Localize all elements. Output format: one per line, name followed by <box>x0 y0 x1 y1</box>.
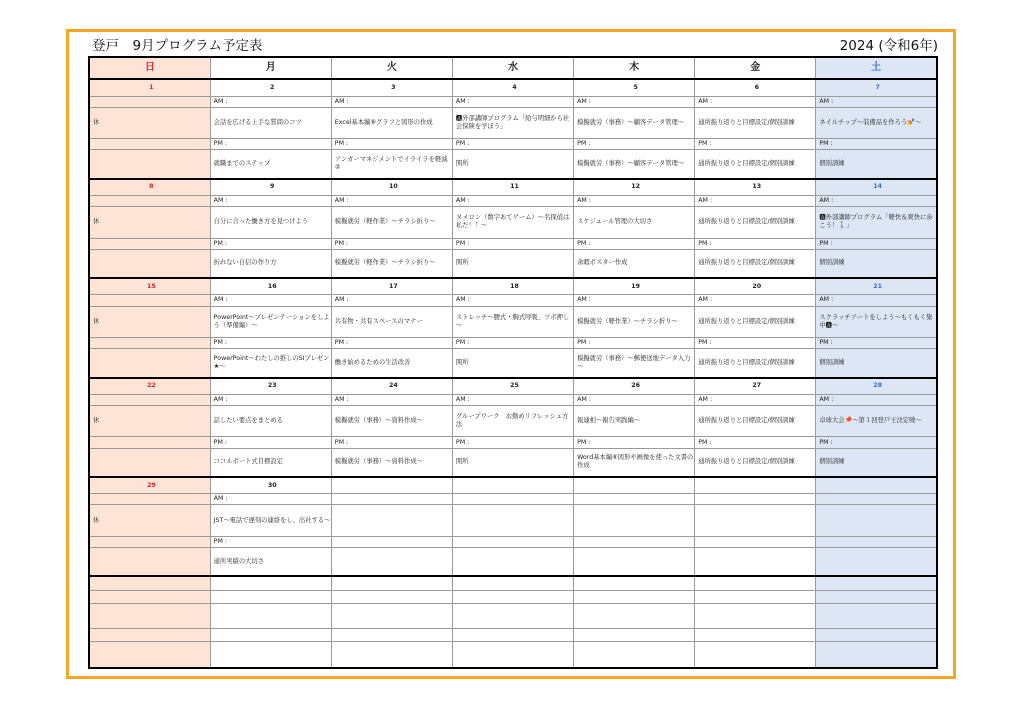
am-program: 卓球大会🏓～第１回登戸王決定戦～ <box>816 405 937 436</box>
empty-cell <box>695 629 816 642</box>
am-label: AM : <box>574 394 695 405</box>
am-label <box>574 494 695 505</box>
date-cell: 9 <box>210 179 331 196</box>
am-program: 自分に合った働き方を見つけよう <box>210 207 331 238</box>
am-program: 模擬就労（軽作業）～チラシ折り～ <box>331 207 452 238</box>
date-cell: 14 <box>816 179 937 196</box>
am-label: AM : <box>695 295 816 306</box>
am-label <box>89 195 210 206</box>
empty-cell <box>695 603 816 628</box>
pm-label <box>452 536 573 547</box>
pm-label <box>816 536 937 547</box>
closed-label: 休 <box>89 405 210 436</box>
am-label: AM : <box>816 96 937 107</box>
pm-label <box>89 338 210 349</box>
date-cell: 3 <box>331 79 452 96</box>
am-label <box>89 96 210 107</box>
pm-program: 開所 <box>452 249 573 278</box>
year-label: 2024 (令和6年) <box>839 38 938 54</box>
empty-cell <box>331 576 452 590</box>
am-label: AM : <box>695 394 816 405</box>
pm-label <box>89 536 210 547</box>
closed-label: 休 <box>89 306 210 337</box>
empty-cell <box>695 576 816 590</box>
am-label: AM : <box>210 96 331 107</box>
date-cell: 4 <box>452 79 573 96</box>
empty-row <box>89 642 937 668</box>
pm-program: Word基本編⑥図形や画像を使った文書の作成 <box>574 448 695 477</box>
closed-label: 休 <box>89 107 210 138</box>
empty-cell <box>210 603 331 628</box>
am-label: AM : <box>574 295 695 306</box>
pm-label: PM : <box>695 338 816 349</box>
am-label-row <box>89 96 937 107</box>
am-program: 模擬就労（事務）～資料作成～ <box>331 405 452 436</box>
pm-program: 個別訓練 <box>816 349 937 378</box>
am-label <box>89 494 210 505</box>
weekday-header: 火 <box>331 57 452 79</box>
am-program <box>574 505 695 536</box>
date-cell <box>695 477 816 494</box>
pm-label: PM : <box>210 338 331 349</box>
empty-cell <box>574 629 695 642</box>
am-program <box>331 505 452 536</box>
pm-program: 模擬就労（事務）～資料作成～ <box>331 448 452 477</box>
am-program-row <box>89 207 937 238</box>
pm-label: PM : <box>331 139 452 150</box>
empty-cell <box>89 642 210 668</box>
am-label: AM : <box>695 195 816 206</box>
am-label <box>331 494 452 505</box>
date-cell: 8 <box>89 179 210 196</box>
date-cell: 6 <box>695 79 816 96</box>
am-program: 通所振り返りと目標設定/個別訓練 <box>695 207 816 238</box>
am-label: AM : <box>695 96 816 107</box>
empty-cell <box>452 590 573 603</box>
date-cell: 11 <box>452 179 573 196</box>
empty-row <box>89 590 937 603</box>
empty-cell <box>89 629 210 642</box>
pm-program <box>89 150 210 179</box>
am-program: グループワーク お勤めリフレッシュ方法 <box>452 405 573 436</box>
pm-program: 通所実績の大切さ <box>210 548 331 577</box>
pm-program <box>695 548 816 577</box>
am-program: 🅰外部講師プログラム「軽快＆爽快に歩こう！🚶」 <box>816 207 937 238</box>
empty-cell <box>695 642 816 668</box>
pm-program: 個別訓練 <box>816 448 937 477</box>
am-program: 模擬就労（事務）～顧客データ管理～ <box>574 107 695 138</box>
empty-cell <box>816 603 937 628</box>
date-cell: 25 <box>452 378 573 395</box>
date-cell <box>816 477 937 494</box>
date-cell: 26 <box>574 378 695 395</box>
am-program-row <box>89 505 937 536</box>
pm-label-row <box>89 338 937 349</box>
pm-program <box>452 548 573 577</box>
am-label: AM : <box>816 394 937 405</box>
pm-label: PM : <box>695 139 816 150</box>
date-cell: 2 <box>210 79 331 96</box>
pm-program: 模擬就労（事務）～顧客データ管理～ <box>574 150 695 179</box>
weekday-header-row <box>89 57 937 79</box>
empty-cell <box>574 642 695 668</box>
empty-cell <box>574 590 695 603</box>
page-title: 登戸 9月プログラム予定表 <box>92 38 263 54</box>
pm-program: 通所振り返りと目標設定/個別訓練 <box>695 150 816 179</box>
am-program: 模擬就労（軽作業）～チラシ折り～ <box>574 306 695 337</box>
am-label: AM : <box>452 96 573 107</box>
date-cell: 16 <box>210 278 331 295</box>
pm-program-row <box>89 448 937 477</box>
pm-label: PM : <box>816 238 937 249</box>
empty-cell <box>452 603 573 628</box>
date-row <box>89 79 937 96</box>
date-row <box>89 477 937 494</box>
date-cell: 5 <box>574 79 695 96</box>
pm-program: 通所振り返りと目標設定/個別訓練 <box>695 448 816 477</box>
empty-row <box>89 629 937 642</box>
pm-label: PM : <box>331 338 452 349</box>
date-cell: 18 <box>452 278 573 295</box>
am-program: 話したい要点をまとめる <box>210 405 331 436</box>
pm-label: PM : <box>452 338 573 349</box>
pm-label <box>89 437 210 448</box>
pm-program <box>89 349 210 378</box>
pm-program: 模擬就労（軽作業）～チラシ折り～ <box>331 249 452 278</box>
pm-label: PM : <box>210 139 331 150</box>
am-program-row <box>89 306 937 337</box>
empty-cell <box>816 590 937 603</box>
am-label: AM : <box>210 494 331 505</box>
closed-label: 休 <box>89 207 210 238</box>
date-cell: 15 <box>89 278 210 295</box>
pm-program: 通所振り返りと目標設定/個別訓練 <box>695 249 816 278</box>
date-cell: 24 <box>331 378 452 395</box>
date-row <box>89 179 937 196</box>
date-row <box>89 278 937 295</box>
weekday-header: 水 <box>452 57 573 79</box>
am-label: AM : <box>574 96 695 107</box>
am-program <box>816 505 937 536</box>
pm-program <box>331 548 452 577</box>
pm-program: 働き始めるための生活改善 <box>331 349 452 378</box>
empty-cell <box>210 642 331 668</box>
pm-label-row <box>89 139 937 150</box>
am-label: AM : <box>816 195 937 206</box>
am-label <box>816 494 937 505</box>
date-cell <box>574 477 695 494</box>
pm-label: PM : <box>574 338 695 349</box>
pm-label <box>89 139 210 150</box>
date-row <box>89 378 937 395</box>
am-label: AM : <box>210 394 331 405</box>
weekday-header: 金 <box>695 57 816 79</box>
pm-program <box>89 249 210 278</box>
pm-label: PM : <box>331 238 452 249</box>
pm-program: 開所 <box>452 448 573 477</box>
weekday-header: 日 <box>89 57 210 79</box>
closed-label: 休 <box>89 505 210 536</box>
pm-label: PM : <box>452 238 573 249</box>
empty-cell <box>89 576 210 590</box>
empty-cell <box>452 576 573 590</box>
empty-row <box>89 576 937 590</box>
am-label-row <box>89 295 937 306</box>
empty-cell <box>574 576 695 590</box>
date-cell: 27 <box>695 378 816 395</box>
empty-cell <box>331 590 452 603</box>
am-program: Excel基本編⑧グラフと図形の作成 <box>331 107 452 138</box>
pm-program <box>574 548 695 577</box>
pm-program-row <box>89 548 937 577</box>
pm-program: 個別訓練 <box>816 150 937 179</box>
pm-program: 開所 <box>452 150 573 179</box>
am-label <box>89 295 210 306</box>
am-program-row <box>89 107 937 138</box>
am-program: JST～電話で遅刻の連絡をし、出社する～ <box>210 505 331 536</box>
weekday-header: 月 <box>210 57 331 79</box>
am-label: AM : <box>816 295 937 306</box>
am-program: 通所振り返りと目標設定/個別訓練 <box>695 306 816 337</box>
date-cell: 30 <box>210 477 331 494</box>
date-cell: 10 <box>331 179 452 196</box>
empty-cell <box>89 590 210 603</box>
am-label <box>695 494 816 505</box>
am-label: AM : <box>210 295 331 306</box>
pm-label: PM : <box>695 437 816 448</box>
empty-row <box>89 603 937 628</box>
am-label <box>89 394 210 405</box>
pm-label <box>331 536 452 547</box>
pm-program <box>89 548 210 577</box>
date-cell: 23 <box>210 378 331 395</box>
am-label: AM : <box>331 295 452 306</box>
am-label: AM : <box>210 195 331 206</box>
pm-program-row <box>89 349 937 378</box>
empty-cell <box>210 629 331 642</box>
empty-cell <box>331 629 452 642</box>
am-program: ネイルチップ～装備品を作ろう💅～ <box>816 107 937 138</box>
pm-program: ココルポート式目標設定 <box>210 448 331 477</box>
am-program: スクラッチアートをしよう～もくもく集中🅰～ <box>816 306 937 337</box>
pm-label: PM : <box>816 338 937 349</box>
am-label: AM : <box>331 96 452 107</box>
empty-cell <box>695 590 816 603</box>
am-program: スケジュール管理の大切さ <box>574 207 695 238</box>
am-program-row <box>89 405 937 436</box>
empty-cell <box>210 590 331 603</box>
date-cell: 20 <box>695 278 816 295</box>
calendar-table <box>88 56 938 669</box>
empty-cell <box>210 576 331 590</box>
weekday-header: 土 <box>816 57 937 79</box>
am-program: ヌメロン（数字あてゲーム）～名探偵は私だ！！～ <box>452 207 573 238</box>
am-label <box>452 494 573 505</box>
empty-cell <box>331 642 452 668</box>
pm-label: PM : <box>210 536 331 547</box>
am-program: ストレッチ～腰式・胸式呼吸、ツボ押し～ <box>452 306 573 337</box>
empty-cell <box>816 576 937 590</box>
date-cell <box>331 477 452 494</box>
am-program: PowerPoint～プレゼンテーションをしよう（準備編）～ <box>210 306 331 337</box>
pm-program: 開所 <box>452 349 573 378</box>
am-program: 🅰外部講師プログラム「給与明細から社会保険を学ぼう」 <box>452 107 573 138</box>
pm-label <box>89 238 210 249</box>
empty-cell <box>331 603 452 628</box>
date-cell: 7 <box>816 79 937 96</box>
date-cell: 12 <box>574 179 695 196</box>
am-program: 会話を広げる上手な質問のコツ <box>210 107 331 138</box>
pm-label: PM : <box>695 238 816 249</box>
pm-program: アンガーマネジメントでイライラを軽減② <box>331 150 452 179</box>
pm-program: PowerPoint～わたしの推しのSIプレゼン★～ <box>210 349 331 378</box>
date-cell: 13 <box>695 179 816 196</box>
am-program <box>452 505 573 536</box>
am-label: AM : <box>452 295 573 306</box>
pm-label <box>695 536 816 547</box>
pm-label <box>574 536 695 547</box>
pm-label-row <box>89 536 937 547</box>
pm-program-row <box>89 249 937 278</box>
empty-cell <box>816 629 937 642</box>
pm-label: PM : <box>331 437 452 448</box>
pm-label: PM : <box>452 139 573 150</box>
am-label: AM : <box>452 195 573 206</box>
pm-label: PM : <box>574 238 695 249</box>
date-cell <box>452 477 573 494</box>
empty-cell <box>816 642 937 668</box>
am-label: AM : <box>452 394 573 405</box>
pm-program: 個別訓練 <box>816 249 937 278</box>
weekday-header: 木 <box>574 57 695 79</box>
date-cell: 21 <box>816 278 937 295</box>
empty-cell <box>89 603 210 628</box>
am-program: 通所振り返りと目標設定/個別訓練 <box>695 107 816 138</box>
date-cell: 19 <box>574 278 695 295</box>
am-label-row <box>89 494 937 505</box>
am-label-row <box>89 394 937 405</box>
am-program: 通所振り返りと目標設定/個別訓練 <box>695 405 816 436</box>
pm-program: 就職までのステップ <box>210 150 331 179</box>
pm-program: 通所振り返りと目標設定/個別訓練 <box>695 349 816 378</box>
date-cell: 17 <box>331 278 452 295</box>
pm-label-row <box>89 437 937 448</box>
date-cell: 22 <box>89 378 210 395</box>
am-program <box>695 505 816 536</box>
pm-label: PM : <box>574 437 695 448</box>
am-label: AM : <box>331 394 452 405</box>
empty-cell <box>452 642 573 668</box>
pm-program-row <box>89 150 937 179</box>
pm-program <box>89 448 210 477</box>
am-program: 共有物・共有スペースのマナー <box>331 306 452 337</box>
date-cell: 1 <box>89 79 210 96</box>
pm-label: PM : <box>816 437 937 448</box>
pm-label: PM : <box>210 437 331 448</box>
pm-label: PM : <box>452 437 573 448</box>
am-program: 報連相～報告実践編～ <box>574 405 695 436</box>
pm-label: PM : <box>816 139 937 150</box>
pm-program: 折れない自信の作り方 <box>210 249 331 278</box>
pm-program <box>816 548 937 577</box>
empty-cell <box>574 603 695 628</box>
pm-program: 模擬就労（事務）～郵便送地データ入力～ <box>574 349 695 378</box>
pm-label-row <box>89 238 937 249</box>
am-label: AM : <box>331 195 452 206</box>
empty-cell <box>452 629 573 642</box>
pm-label: PM : <box>574 139 695 150</box>
pm-label: PM : <box>210 238 331 249</box>
date-cell: 28 <box>816 378 937 395</box>
date-cell: 29 <box>89 477 210 494</box>
pm-program: 余暇ポスター作成 <box>574 249 695 278</box>
am-label: AM : <box>574 195 695 206</box>
am-label-row <box>89 195 937 206</box>
